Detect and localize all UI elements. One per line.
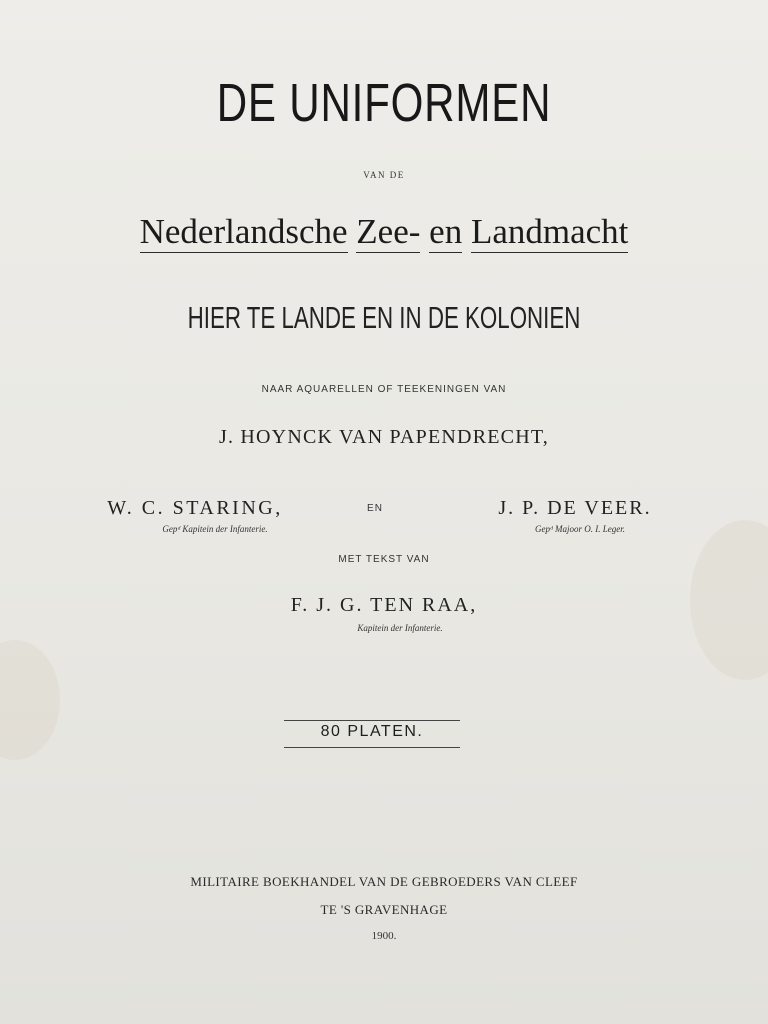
paper-stain: [0, 640, 60, 760]
publisher-line: MILITAIRE BOEKHANDEL VAN DE GEBROEDERS VAN CLEEF: [190, 874, 578, 889]
subtitle-word-1: Nederlandsche: [139, 212, 348, 251]
plates-count: 80 PLATEN.: [320, 723, 424, 740]
subtitle: [0, 212, 768, 252]
book-title: DE UNIFORMEN: [216, 73, 552, 133]
city-line: TE 'S GRAVENHAGE: [320, 902, 448, 917]
artist-veer-role: Gepᵈ Majoor O. I. Leger.: [534, 524, 626, 534]
artist-veer-name: J. P. DE VEER.: [498, 497, 652, 519]
intro-line: NAAR AQUARELLEN OF TEEKENINGEN VAN: [261, 384, 507, 395]
author-role: Kapitein der Infanterie.: [357, 623, 443, 633]
location-line: HIER TE LANDE EN IN DE KOLONIEN: [187, 300, 581, 335]
conjunction-en: EN: [367, 503, 383, 514]
author-name: F. J. G. TEN RAA,: [290, 594, 478, 616]
subtitle-word-4: Landmacht: [470, 212, 629, 251]
year-line: 1900.: [371, 930, 397, 942]
artist-staring-role: Gepᵈ Kapitein der Infanterie.: [162, 524, 268, 534]
artist-staring-name: W. C. STARING,: [107, 497, 283, 519]
subtitle-word-2: Zee-: [356, 212, 421, 251]
text-by-line: MET TEKST VAN: [338, 554, 430, 565]
artist-hoynck: J. HOYNCK VAN PAPENDRECHT,: [219, 426, 549, 448]
subtitle-word-3: en: [429, 212, 463, 251]
van-de-line: VAN DE: [363, 170, 405, 180]
plates-box: [284, 720, 460, 748]
